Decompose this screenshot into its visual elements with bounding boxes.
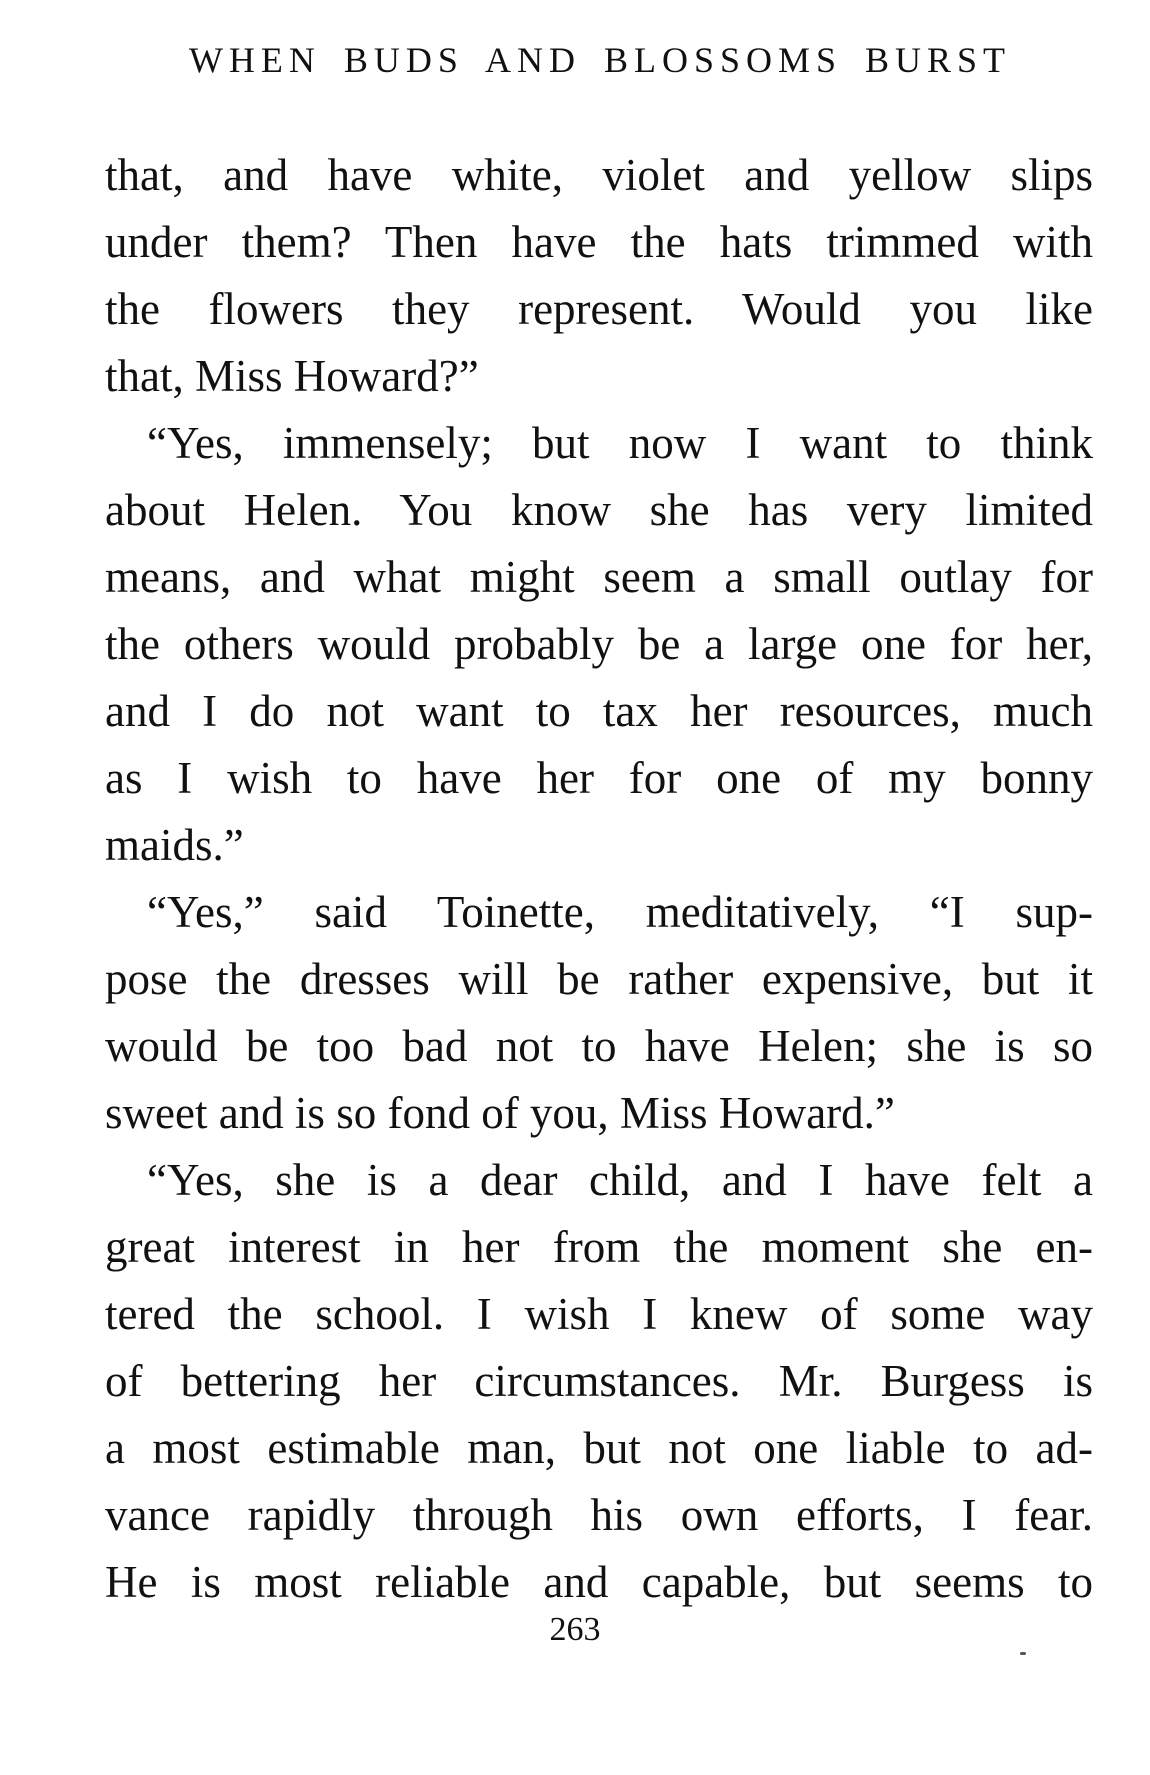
text-line: vance rapidly through his own efforts, I fear. [105,1490,1093,1540]
text-line: about Helen. You know she has very limited [105,485,1093,535]
body-text [105,142,1093,1616]
text-line: a most estimable man, but not one liable to ad- [105,1423,1093,1473]
text-line: would be too bad not to have Helen; she is so [105,1021,1093,1071]
print-speck [1020,1652,1026,1655]
text-line: maids.” [105,820,244,870]
text-line: as I wish to have her for one of my bonny [105,753,1093,803]
text-line: “Yes, immensely; but now I want to think [147,418,1093,468]
text-line: that, and have white, violet and yellow slips [105,150,1093,200]
text-line: tered the school. I wish I knew of some way [105,1289,1093,1339]
text-line: the others would probably be a large one for her, [105,619,1093,669]
text-line: that, Miss Howard?” [105,351,479,401]
text-line: under them? Then have the hats trimmed with [105,217,1093,267]
text-line: the flowers they represent. Would you like [105,284,1093,334]
text-line: He is most reliable and capable, but seems to [105,1557,1093,1607]
text-line: “Yes, she is a dear child, and I have felt a [147,1155,1093,1205]
text-line: means, and what might seem a small outlay for [105,552,1093,602]
text-line: and I do not want to tax her resources, much [105,686,1093,736]
page-number: 263 [549,1611,601,1648]
text-line: of bettering her circumstances. Mr. Burgess is [105,1356,1093,1406]
text-line: pose the dresses will be rather expensive, but it [105,954,1093,1004]
running-head: WHEN BUDS AND BLOSSOMS BURST [188,40,1012,80]
text-line: sweet and is so fond of you, Miss Howard.” [105,1088,895,1138]
text-line: great interest in her from the moment she en- [105,1222,1093,1272]
text-line: “Yes,” said Toinette, meditatively, “I sup- [147,887,1093,937]
